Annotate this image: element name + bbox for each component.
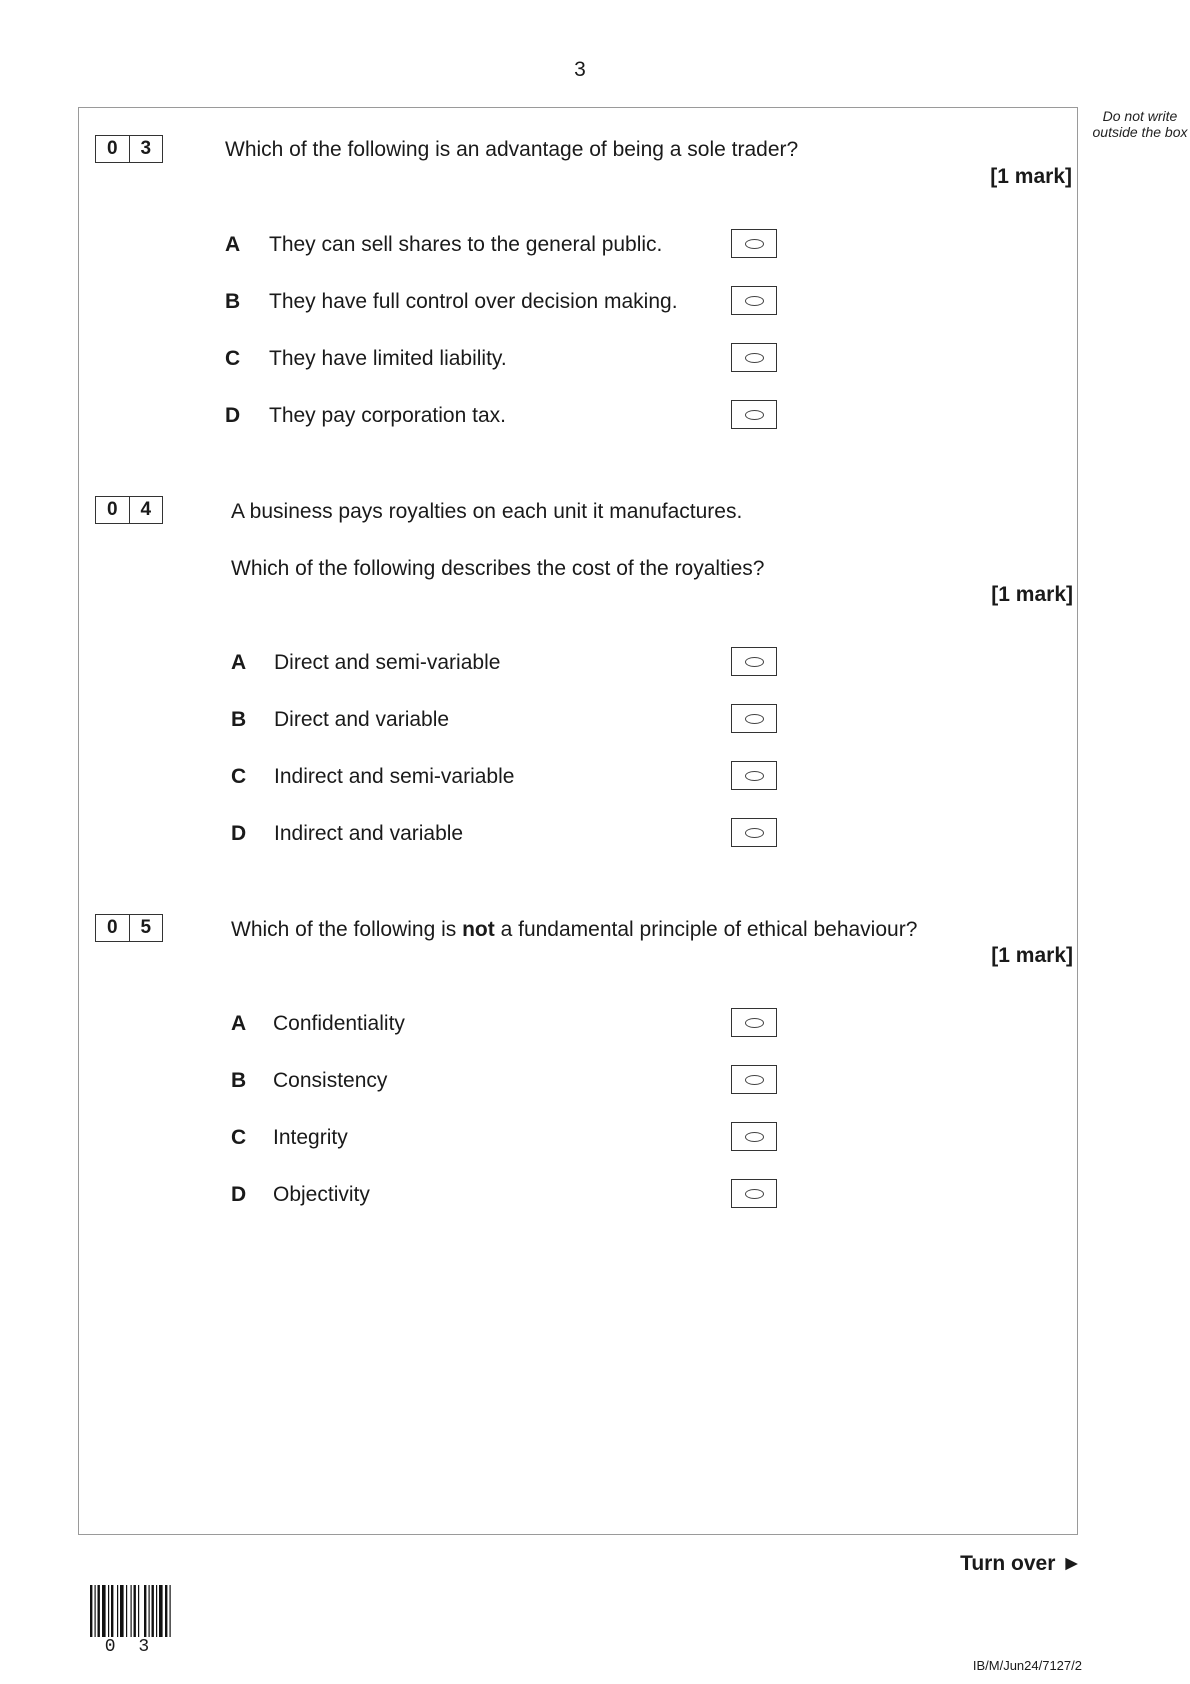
lozenge-oval-icon bbox=[745, 1018, 764, 1028]
option-text: They have full control over decision making. bbox=[269, 290, 678, 313]
question-05-text-end: a fundamental principle of ethical behaviour? bbox=[494, 918, 918, 941]
lozenge-oval-icon bbox=[745, 1075, 764, 1085]
question-number-digit: 0 bbox=[96, 497, 130, 523]
question-number-digit: 0 bbox=[96, 915, 130, 941]
option-text: Indirect and variable bbox=[274, 822, 464, 845]
option-letter: B bbox=[231, 1069, 247, 1092]
barcode-bar bbox=[126, 1585, 127, 1637]
option-letter: C bbox=[231, 765, 247, 788]
barcode-bar bbox=[138, 1585, 139, 1637]
answer-lozenge-03-d[interactable] bbox=[731, 400, 777, 429]
lozenge-oval-icon bbox=[745, 353, 764, 363]
option-letter: C bbox=[225, 347, 241, 370]
barcode-bar bbox=[90, 1585, 92, 1637]
option-text: Direct and semi-variable bbox=[274, 651, 501, 674]
option-text: Integrity bbox=[273, 1126, 348, 1149]
option-text: Indirect and semi-variable bbox=[274, 765, 515, 788]
answer-lozenge-04-b[interactable] bbox=[731, 704, 777, 733]
barcode-bar bbox=[131, 1585, 132, 1637]
question-05-marks: [1 mark] bbox=[991, 944, 1073, 967]
answer-lozenge-04-c[interactable] bbox=[731, 761, 777, 790]
question-04-marks: [1 mark] bbox=[991, 583, 1073, 606]
barcode-bar bbox=[159, 1585, 163, 1637]
lozenge-oval-icon bbox=[745, 296, 764, 306]
barcode-digits: 0 3 bbox=[104, 1637, 156, 1657]
question-number-03 bbox=[95, 135, 163, 163]
option-letter: D bbox=[225, 404, 241, 427]
lozenge-oval-icon bbox=[745, 1132, 764, 1142]
barcode-bar bbox=[102, 1585, 106, 1637]
question-number-04 bbox=[95, 496, 163, 524]
answer-lozenge-05-a[interactable] bbox=[731, 1008, 777, 1037]
question-05-text bbox=[231, 918, 917, 942]
question-number-digit: 0 bbox=[96, 136, 130, 162]
answer-lozenge-04-a[interactable] bbox=[731, 647, 777, 676]
option-letter: D bbox=[231, 1183, 247, 1206]
lozenge-oval-icon bbox=[745, 714, 764, 724]
barcode bbox=[90, 1585, 200, 1637]
option-text: Consistency bbox=[273, 1069, 388, 1092]
barcode-bar bbox=[144, 1585, 146, 1637]
lozenge-oval-icon bbox=[745, 771, 764, 781]
barcode-bar bbox=[156, 1585, 157, 1637]
paper-code: IB/M/Jun24/7127/2 bbox=[972, 1658, 1082, 1673]
answer-lozenge-05-b[interactable] bbox=[731, 1065, 777, 1094]
question-03-marks: [1 mark] bbox=[990, 165, 1072, 188]
question-number-digit: 3 bbox=[140, 138, 152, 159]
barcode-bar bbox=[120, 1585, 124, 1637]
option-text: They pay corporation tax. bbox=[269, 404, 506, 427]
option-letter: A bbox=[231, 1012, 247, 1035]
barcode-bar bbox=[108, 1585, 109, 1637]
option-letter: B bbox=[231, 708, 247, 731]
question-05-text-start: Which of the following is bbox=[231, 918, 463, 941]
lozenge-oval-icon bbox=[745, 239, 764, 249]
option-letter: C bbox=[231, 1126, 247, 1149]
question-number-digit: 4 bbox=[140, 499, 152, 520]
barcode-bar bbox=[165, 1585, 167, 1637]
answer-lozenge-05-c[interactable] bbox=[731, 1122, 777, 1151]
answer-frame bbox=[78, 107, 1078, 1535]
option-letter: A bbox=[231, 651, 247, 674]
option-letter: B bbox=[225, 290, 241, 313]
option-letter: D bbox=[231, 822, 247, 845]
lozenge-oval-icon bbox=[745, 1189, 764, 1199]
question-number-digit: 5 bbox=[140, 917, 152, 938]
answer-lozenge-04-d[interactable] bbox=[731, 818, 777, 847]
option-text: They can sell shares to the general public. bbox=[269, 233, 663, 256]
turn-over: Turn over ► bbox=[960, 1552, 1082, 1575]
barcode-bar bbox=[98, 1585, 100, 1637]
barcode-bar bbox=[170, 1585, 171, 1637]
question-03-text: Which of the following is an advantage of being a sole trader? bbox=[225, 138, 799, 161]
question-04-stem: A business pays royalties on each unit it manufactures. bbox=[231, 500, 743, 523]
option-letter: A bbox=[225, 233, 241, 256]
question-04-text: Which of the following describes the cost of the royalties? bbox=[231, 557, 765, 580]
barcode-bar bbox=[134, 1585, 136, 1637]
margin-note: Do not write outside the box bbox=[1092, 108, 1188, 140]
barcode-bar bbox=[111, 1585, 113, 1637]
lozenge-oval-icon bbox=[745, 828, 764, 838]
option-text: They have limited liability. bbox=[269, 347, 507, 370]
option-text: Direct and variable bbox=[274, 708, 450, 731]
answer-lozenge-03-a[interactable] bbox=[731, 229, 777, 258]
answer-lozenge-05-d[interactable] bbox=[731, 1179, 777, 1208]
answer-lozenge-03-c[interactable] bbox=[731, 343, 777, 372]
question-number-05 bbox=[95, 914, 163, 942]
barcode-bar bbox=[95, 1585, 96, 1637]
lozenge-oval-icon bbox=[745, 410, 764, 420]
lozenge-oval-icon bbox=[745, 657, 764, 667]
barcode-bar bbox=[149, 1585, 150, 1637]
option-text: Objectivity bbox=[273, 1183, 370, 1206]
barcode-bar bbox=[152, 1585, 154, 1637]
option-text: Confidentiality bbox=[273, 1012, 405, 1035]
page-number: 3 bbox=[574, 58, 586, 81]
emphasis-not: not bbox=[462, 918, 495, 941]
answer-lozenge-03-b[interactable] bbox=[731, 286, 777, 315]
barcode-bar bbox=[117, 1585, 118, 1637]
